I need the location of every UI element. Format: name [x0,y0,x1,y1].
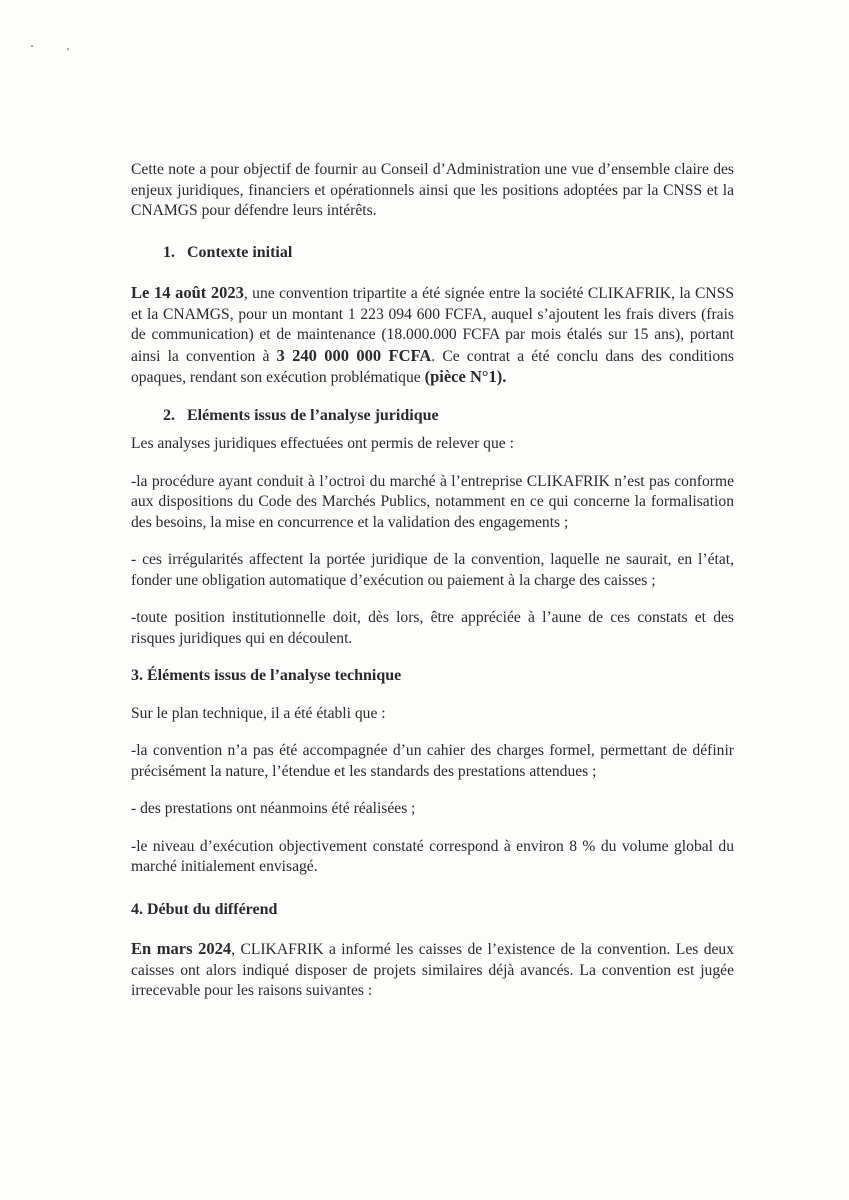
section-4-text: , CLIKAFRIK a informé les caisses de l’existence de la convention. Les deux caisses ont alors indiqué disposer de projets similaires déjà avancés. La convention est jugée irrecevable pour les raisons suivantes : [131,941,735,999]
section-3-item-1: -la convention n’a pas été accompagnée d’un cahier des charges formel, permettant de définir précisément la nature, l’étendue et les standards des prestations attendues ; [131,742,734,780]
intro-paragraph: Cette note a pour objectif de fournir au Conseil d’Administration une vue d’ensemble claire des enjeux juridiques, financiers et opérationnels ainsi que les positions adoptées par la CNSS et la CNAMGS pour défendre leurs intérêts. [131,161,734,219]
scan-speck [31,45,33,47]
section-1-text-a: , une convention tripartite a été signée entre la société CLIKAFRIK, la CNSS et la CNAMGS, pour un montant 1 223 094 600 FCFA, auquel s’ajoutent les frais divers (frais de communication) et de maintenance (18.000.000 FCFA par mois étalés sur 15 ans), portant ainsi la convention à [131,285,734,365]
section-4-date: En mars 2024 [131,939,232,958]
section-1-number: 1. [163,243,175,261]
section-2-heading [163,406,734,427]
section-2-lead: Les analyses juridiques effectuées ont permis de relever que : [131,435,514,452]
section-1-date: Le 14 août 2023 [131,283,244,302]
section-2-title: Eléments issus de l’analyse juridique [187,406,439,424]
section-4-heading: 4. Début du différend [131,900,278,918]
section-4-paragraph [131,939,734,1002]
section-2-item-2: - ces irrégularités affectent la portée juridique de la convention, laquelle ne saurait, en l’état, fonder une obligation automatique d’exécution ou paiement à la charge des caisses ; [131,551,734,589]
section-3-lead: Sur le plan technique, il a été établi que : [131,704,386,722]
section-1-text-b: . Ce contrat a été conclu dans des conditions opaques, rendant son exécution problématique [131,347,734,386]
section-2-item-1: -la procédure ayant conduit à l’octroi du marché à l’entreprise CLIKAFRIK n’est pas conforme aux dispositions du Code des Marchés Publics, notamment en ce qui concerne la formalisation des besoins, la mise en concurrence et la validation des engagements ; [131,472,734,531]
section-1-heading [163,243,734,264]
section-3-item-2: - des prestations ont néanmoins été réalisées ; [131,800,416,817]
section-1-amount: 3 240 000 000 FCFA [276,345,432,365]
scan-speck [67,48,69,50]
section-2-number: 2. [163,406,175,424]
document-body [131,160,734,1002]
section-1-piece: (pièce N°1). [424,367,507,386]
section-3-item-3: -le niveau d’exécution objectivement constaté correspond à environ 8 % du volume global du marché initialement envisagé. [131,837,734,875]
section-1-title: Contexte initial [187,243,293,261]
section-3-heading: 3. Éléments issus de l’analyse technique [131,667,402,684]
section-1-paragraph [131,283,734,389]
section-2-item-3: -toute position institutionnelle doit, dès lors, être appréciée à l’aune de ces constats et des risques juridiques qui en découlent. [131,609,734,647]
